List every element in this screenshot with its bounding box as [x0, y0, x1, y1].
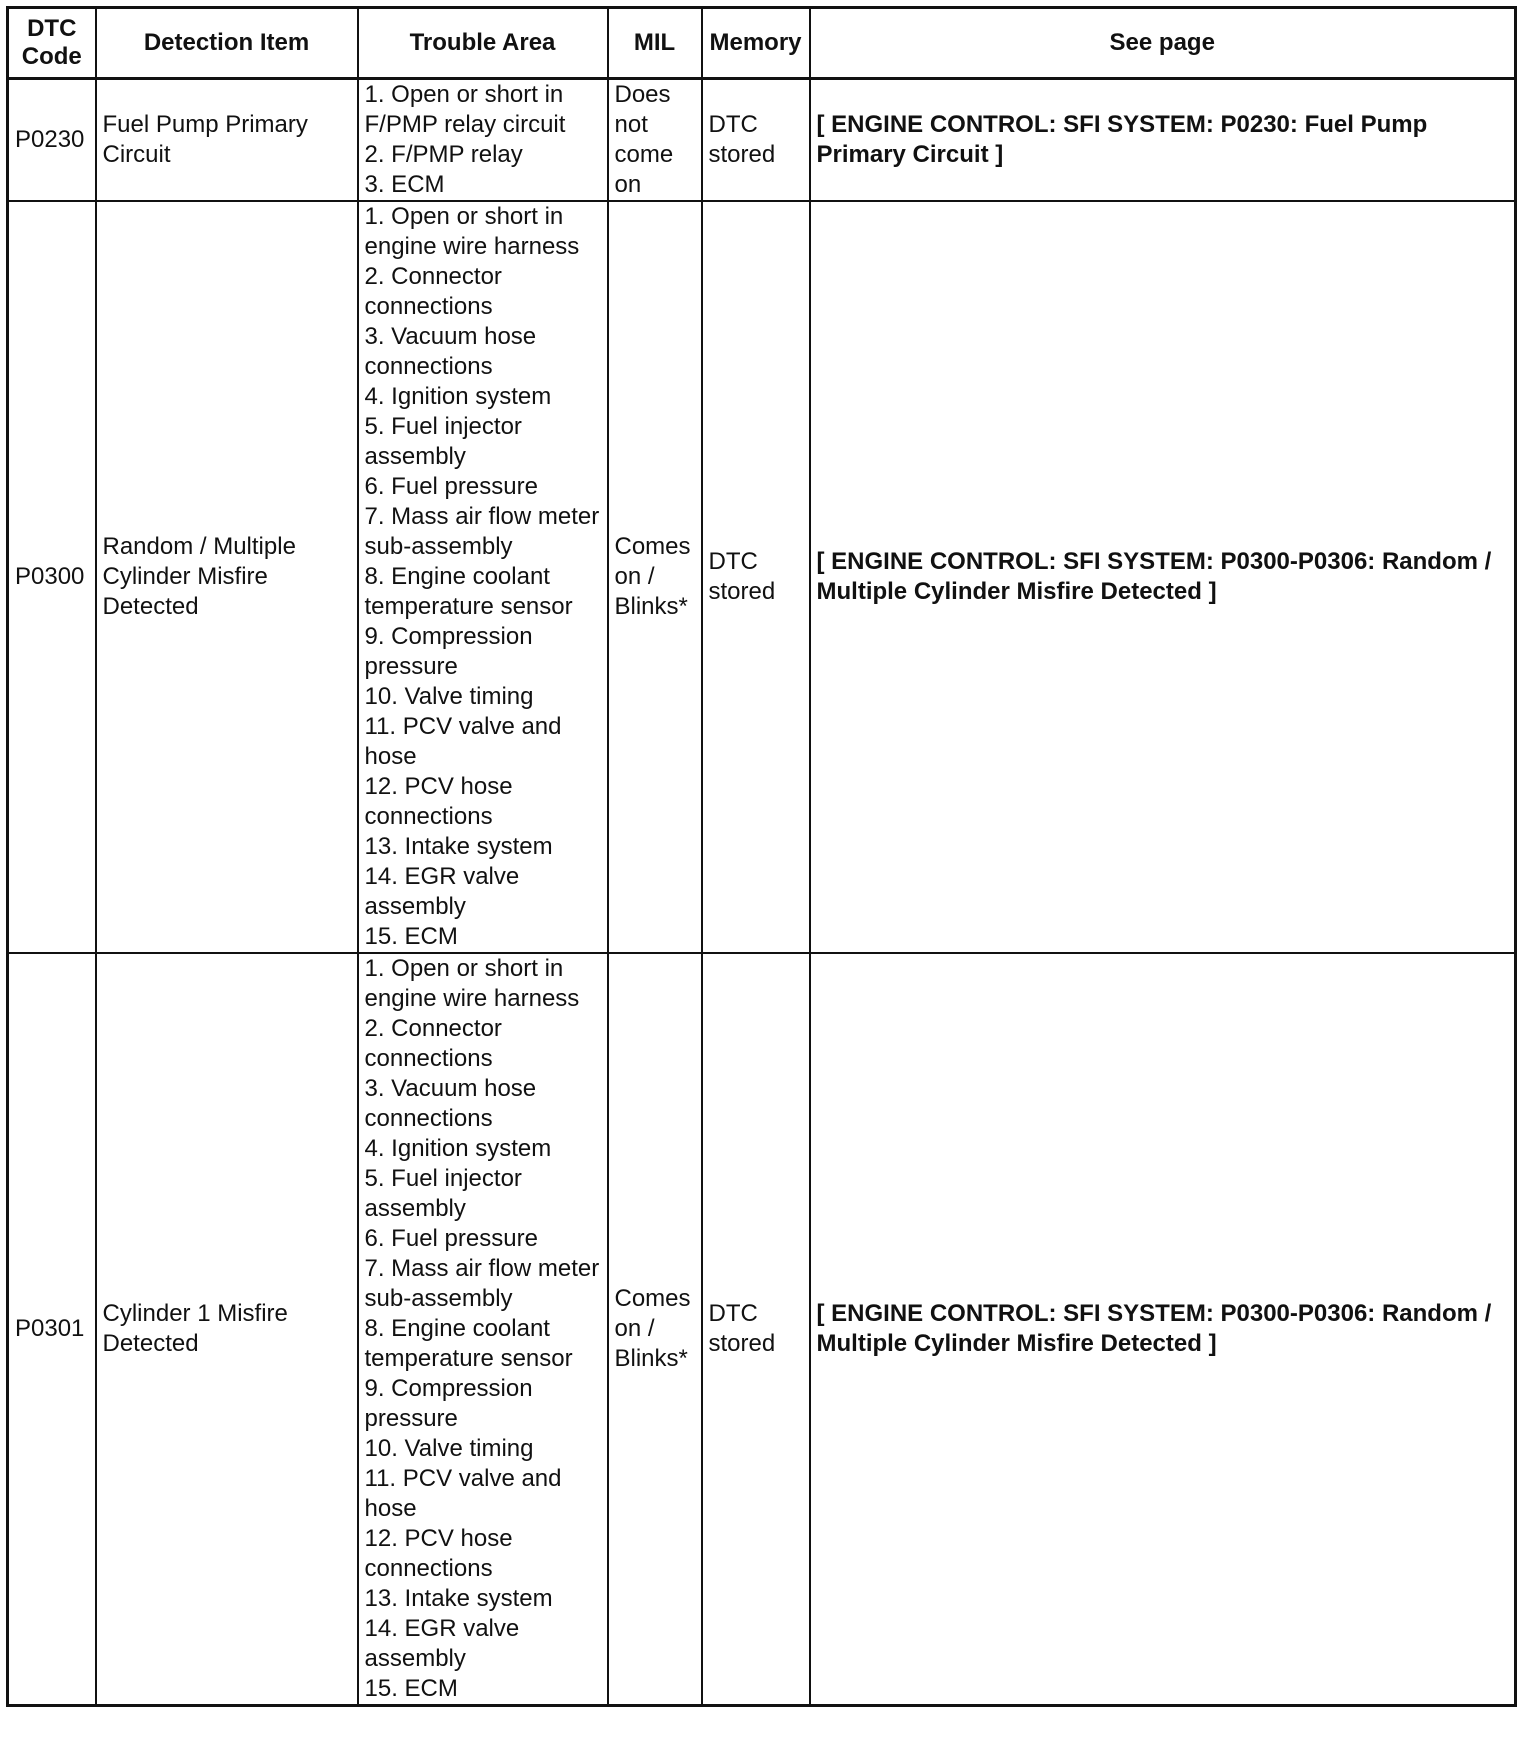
trouble-area-item: 2. F/PMP relay — [364, 141, 523, 168]
header-trouble-area: Trouble Area — [358, 8, 608, 79]
dtc-code: P0301 — [8, 953, 96, 1706]
trouble-area-item: 8. Engine coolant temperature sensor — [364, 1315, 573, 1372]
trouble-area-item: 9. Compression pressure — [364, 623, 533, 680]
trouble-area-item: 9. Compression pressure — [364, 1375, 533, 1432]
mil-status: Comes on / Blinks* — [608, 201, 702, 953]
trouble-area-item: 10. Valve timing — [364, 1435, 534, 1462]
trouble-area-item: 1. Open or short in engine wire harness — [364, 203, 580, 260]
trouble-area-item: 4. Ignition system — [364, 1135, 552, 1162]
trouble-area — [358, 79, 608, 202]
trouble-area-item: 3. ECM — [364, 171, 445, 198]
trouble-area-item: 7. Mass air flow meter sub-assembly — [364, 503, 600, 560]
memory-status: DTC stored — [702, 201, 810, 953]
memory-status: DTC stored — [702, 79, 810, 202]
dtc-code: P0300 — [8, 201, 96, 953]
trouble-area-item: 14. EGR valve assembly — [364, 863, 520, 920]
trouble-area-item: 13. Intake system — [364, 833, 553, 860]
trouble-area-item: 15. ECM — [364, 1675, 458, 1702]
trouble-area-item: 5. Fuel injector assembly — [364, 1165, 522, 1222]
trouble-area-item: 3. Vacuum hose connections — [364, 323, 537, 380]
trouble-area-list — [365, 954, 601, 1704]
dtc-code: P0230 — [8, 79, 96, 202]
mil-status: Comes on / Blinks* — [608, 953, 702, 1706]
header-mil: MIL — [608, 8, 702, 79]
trouble-area-item: 5. Fuel injector assembly — [364, 413, 522, 470]
trouble-area-item: 8. Engine coolant temperature sensor — [364, 563, 573, 620]
header-memory: Memory — [702, 8, 810, 79]
trouble-area-item: 12. PCV hose connections — [364, 1525, 513, 1582]
detection-item: Random / Multiple Cylinder Misfire Detected — [96, 201, 358, 953]
trouble-area-item: 1. Open or short in F/PMP relay circuit — [364, 81, 566, 138]
trouble-area-item: 4. Ignition system — [364, 383, 552, 410]
table-body — [8, 79, 1516, 1706]
trouble-area — [358, 953, 608, 1706]
trouble-area-item: 2. Connector connections — [364, 263, 502, 320]
dtc-table — [6, 6, 1517, 1707]
trouble-area — [358, 201, 608, 953]
trouble-area-item: 7. Mass air flow meter sub-assembly — [364, 1255, 600, 1312]
trouble-area-item: 3. Vacuum hose connections — [364, 1075, 537, 1132]
see-page-cell — [810, 201, 1516, 953]
see-page-link[interactable]: [ ENGINE CONTROL: SFI SYSTEM: P0230: Fuel Pump Primary Circuit ] — [816, 111, 1428, 168]
detection-item: Fuel Pump Primary Circuit — [96, 79, 358, 202]
memory-status: DTC stored — [702, 953, 810, 1706]
header-dtc-code-line1: DTC — [27, 15, 77, 42]
header-see-page: See page — [810, 8, 1516, 79]
table-header — [8, 8, 1516, 79]
trouble-area-item: 14. EGR valve assembly — [364, 1615, 520, 1672]
trouble-area-item: 1. Open or short in engine wire harness — [364, 955, 580, 1012]
header-detection-item: Detection Item — [96, 8, 358, 79]
table-row — [8, 201, 1516, 953]
trouble-area-item: 13. Intake system — [364, 1585, 553, 1612]
trouble-area-item: 10. Valve timing — [364, 683, 534, 710]
see-page-cell — [810, 953, 1516, 1706]
see-page-link[interactable]: [ ENGINE CONTROL: SFI SYSTEM: P0300-P0306: Random / Multiple Cylinder Misfire Detected ] — [816, 1300, 1492, 1357]
trouble-area-item: 2. Connector connections — [364, 1015, 502, 1072]
header-dtc-code-line2: Code — [21, 43, 82, 70]
trouble-area-item: 15. ECM — [364, 923, 458, 950]
trouble-area-item: 11. PCV valve and hose — [364, 713, 562, 770]
detection-item: Cylinder 1 Misfire Detected — [96, 953, 358, 1706]
trouble-area-list — [365, 80, 601, 200]
mil-status: Does not come on — [608, 79, 702, 202]
trouble-area-item: 6. Fuel pressure — [364, 473, 538, 500]
trouble-area-item: 6. Fuel pressure — [364, 1225, 538, 1252]
trouble-area-item: 11. PCV valve and hose — [364, 1465, 562, 1522]
table-row — [8, 953, 1516, 1706]
header-dtc-code — [8, 8, 96, 79]
trouble-area-item: 12. PCV hose connections — [364, 773, 513, 830]
see-page-link[interactable]: [ ENGINE CONTROL: SFI SYSTEM: P0300-P0306: Random / Multiple Cylinder Misfire Detected ] — [816, 548, 1492, 605]
see-page-cell — [810, 79, 1516, 202]
header-row — [8, 8, 1516, 79]
trouble-area-list — [365, 202, 601, 952]
table-row — [8, 79, 1516, 202]
